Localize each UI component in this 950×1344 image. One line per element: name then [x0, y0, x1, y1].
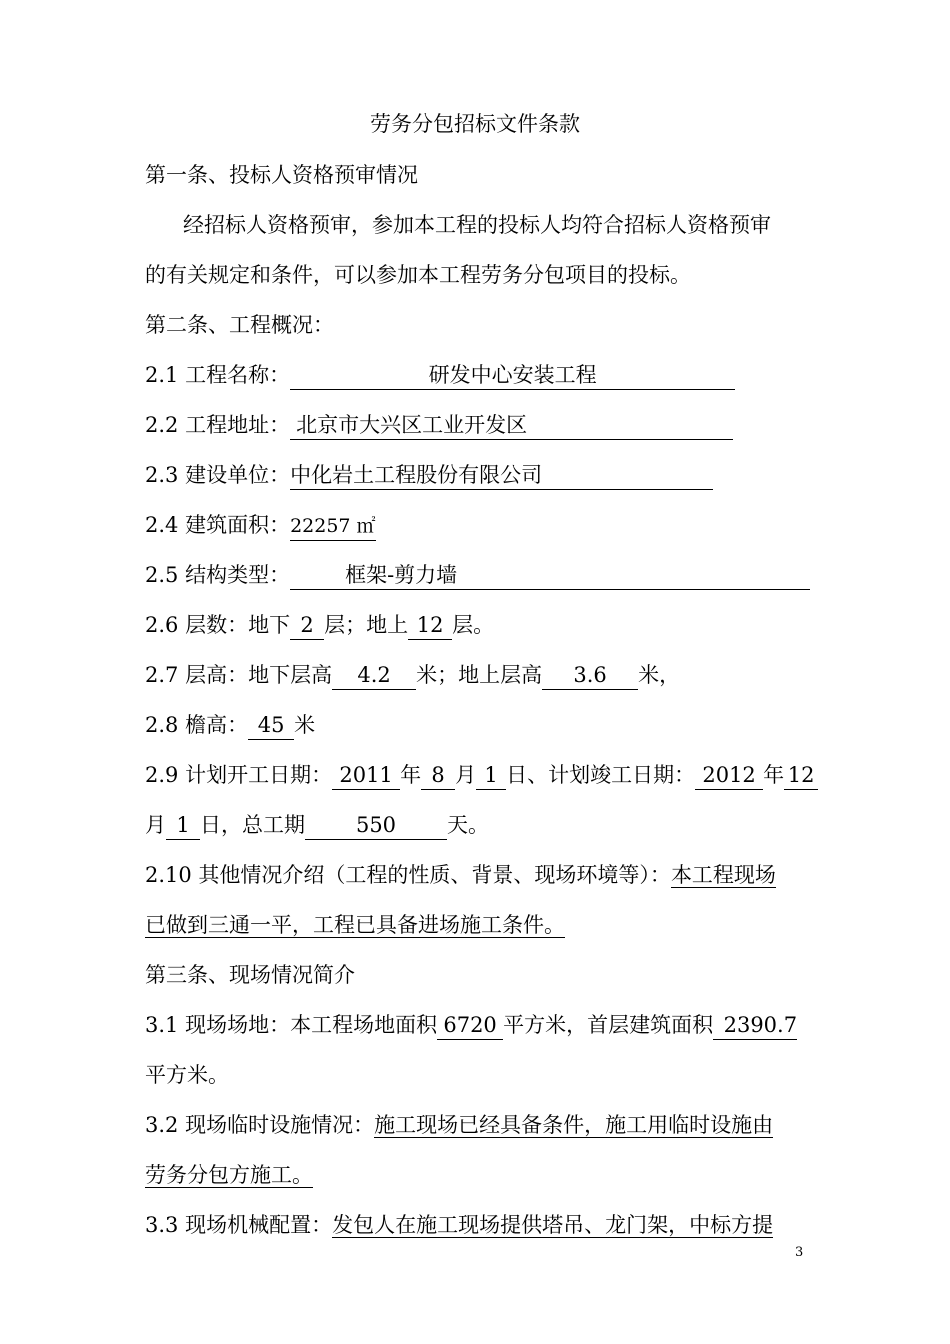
row-project-name	[145, 361, 735, 390]
project-address-value: 北京市大兴区工业开发区	[290, 411, 733, 440]
end-year-unit: 年	[763, 763, 785, 787]
document-title: 劳务分包招标文件条款	[370, 112, 580, 136]
row-project-address	[145, 411, 733, 440]
temporary-facilities-value-line-1: 施工现场已经具备条件，施工用临时设施由	[374, 1113, 774, 1137]
row-floor-count	[145, 611, 494, 640]
start-date-label: 2.9 计划开工日期：	[145, 763, 333, 787]
above-ground-floors-label: 层；地上	[324, 613, 409, 637]
other-info-value-line-1: 本工程现场	[670, 863, 776, 887]
first-floor-area-value: 2390.7	[713, 1011, 797, 1040]
row-other-info-continued	[145, 911, 565, 939]
first-floor-area-label: 平方米，首层建筑面积	[503, 1013, 714, 1037]
project-address-label: 2.2 工程地址：	[145, 413, 291, 437]
row-schedule	[145, 761, 818, 790]
project-name-value: 研发中心安装工程	[290, 361, 735, 390]
end-month-value: 12	[784, 761, 818, 790]
row-other-info	[145, 861, 776, 889]
temporary-facilities-label: 3.2 现场临时设施情况：	[145, 1113, 375, 1137]
section-2-heading: 第二条、工程概况：	[145, 313, 334, 337]
eave-height-label: 2.8 檐高：	[145, 713, 249, 737]
above-ground-height-label: 米；地上层高	[416, 663, 543, 687]
end-year-value: 2012	[695, 761, 763, 790]
row-site-machinery	[145, 1211, 773, 1239]
end-date-label: 日、计划竣工日期：	[506, 763, 696, 787]
owner-unit-label: 2.3 建设单位：	[145, 463, 291, 487]
page-number: 3	[795, 1245, 804, 1260]
start-month-unit: 月	[455, 763, 477, 787]
row-site-area	[145, 1011, 797, 1040]
start-month-value: 8	[421, 761, 455, 790]
underground-floors-value: 2	[290, 611, 324, 640]
row-temporary-facilities	[145, 1111, 773, 1139]
row-floor-height	[145, 661, 680, 690]
row-structure-type	[145, 561, 810, 590]
total-duration-unit: 天。	[447, 813, 489, 837]
site-machinery-value: 发包人在施工现场提供塔吊、龙门架，中标方提	[332, 1213, 774, 1237]
site-area-label: 3.1 现场场地：本工程场地面积	[145, 1013, 438, 1037]
eave-height-unit: 米	[294, 713, 316, 737]
underground-height-value: 4.2	[332, 661, 416, 690]
structure-type-label: 2.5 结构类型：	[145, 563, 291, 587]
project-name-label: 2.1 工程名称：	[145, 363, 291, 387]
building-area-label: 2.4 建筑面积：	[145, 513, 291, 537]
eave-height-value: 45	[248, 711, 294, 740]
start-day-value: 1	[476, 761, 506, 790]
underground-height-label: 2.7 层高：地下层高	[145, 663, 333, 687]
building-area-value: 22257 ㎡	[290, 512, 376, 541]
section-3-heading: 第三条、现场情况简介	[145, 963, 355, 987]
row-site-area-continued: 平方米。	[145, 1063, 229, 1087]
row-schedule-continued	[145, 811, 489, 840]
structure-type-value: 框架-剪力墙	[290, 561, 810, 590]
start-year-unit: 年	[400, 763, 422, 787]
height-unit-text: 米，	[638, 663, 681, 687]
temporary-facilities-value-line-2: 劳务分包方施工。	[145, 1163, 313, 1187]
row-temporary-facilities-continued	[145, 1161, 313, 1189]
site-area-value: 6720	[437, 1011, 503, 1040]
site-machinery-label: 3.3 现场机械配置：	[145, 1213, 333, 1237]
section-1-paragraph-line-2: 的有关规定和条件，可以参加本工程劳务分包项目的投标。	[145, 263, 691, 287]
floor-count-label: 2.6 层数：地下	[145, 613, 291, 637]
end-day-value: 1	[166, 811, 200, 840]
row-eave-height	[145, 711, 315, 740]
above-ground-floors-value: 12	[408, 611, 452, 640]
section-1-heading: 第一条、投标人资格预审情况	[145, 163, 418, 187]
start-year-value: 2011	[332, 761, 400, 790]
owner-unit-value: 中化岩土工程股份有限公司	[290, 461, 713, 490]
other-info-label: 2.10 其他情况介绍（工程的性质、背景、现场环境等）：	[145, 863, 671, 887]
total-duration-label: 日，总工期	[200, 813, 305, 837]
end-month-unit: 月	[145, 813, 166, 837]
total-duration-value: 550	[305, 811, 447, 840]
other-info-value-line-2: 已做到三通一平，工程已具备进场施工条件。	[145, 913, 565, 937]
floor-unit-text: 层。	[452, 613, 495, 637]
section-1-paragraph-line-1: 经招标人资格预审，参加本工程的投标人均符合招标人资格预审	[183, 213, 771, 237]
row-owner-unit	[145, 461, 713, 490]
row-building-area	[145, 511, 376, 541]
above-ground-height-value: 3.6	[542, 661, 638, 690]
